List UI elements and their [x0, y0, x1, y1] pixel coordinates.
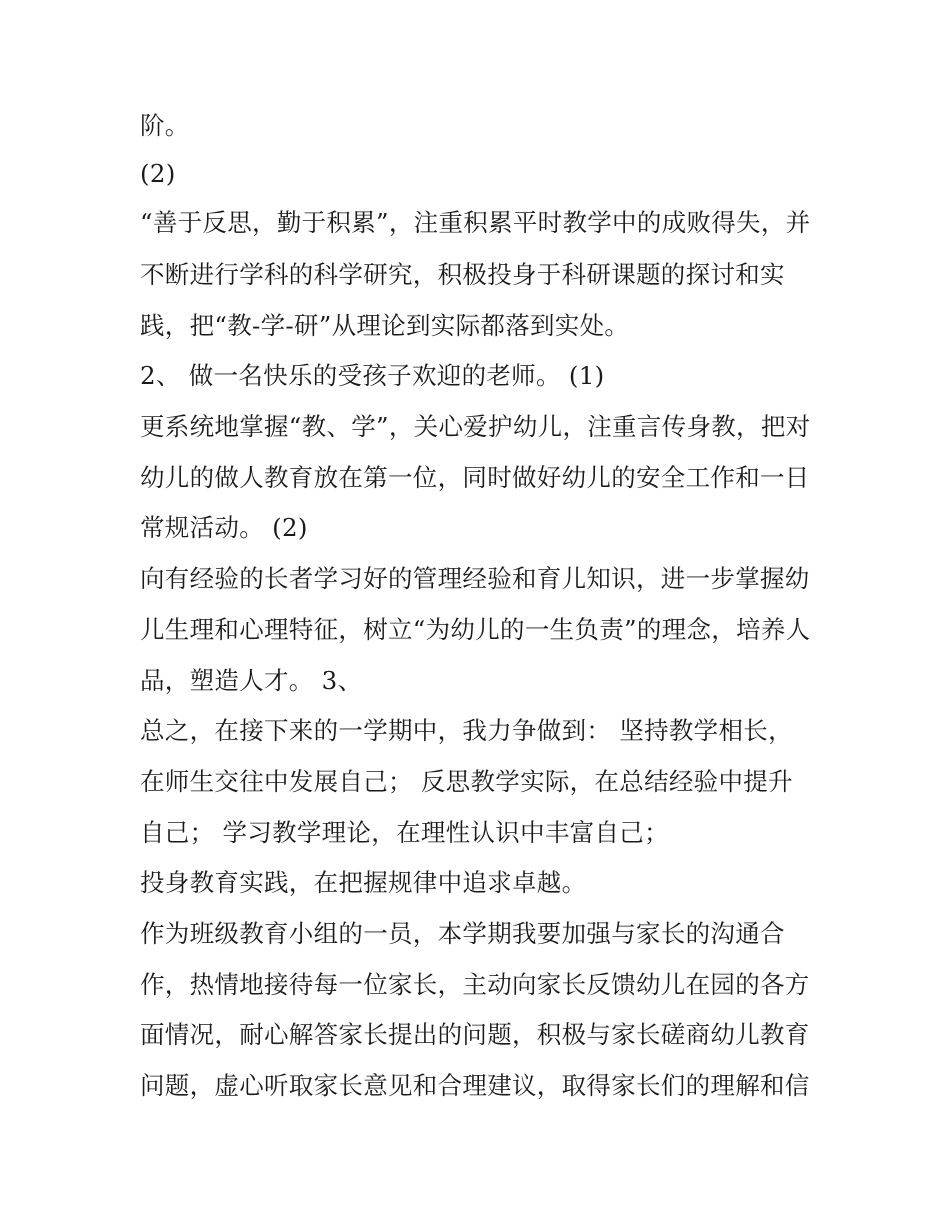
text-line: 阶。 — [140, 111, 190, 140]
text-line: 不断进行学科的科学研究，积极投身于科研课题的探讨和实 — [140, 260, 785, 289]
text-line: 面情况，耐心解答家长提出的问题，积极与家长磋商幼儿教育 — [140, 1020, 810, 1049]
text-line: 儿生理和心理特征，树立“为幼儿的一生负责”的理念，培养人 — [140, 615, 811, 644]
text-line: 2、 做一名快乐的受孩子欢迎的老师。 (1) — [140, 361, 605, 390]
text-line: 品，塑造人才。 3、 — [140, 666, 363, 695]
text-line: (2) — [140, 159, 176, 188]
text-line: 常规活动。 (2) — [140, 513, 308, 542]
text-line: 向有经验的长者学习好的管理经验和育儿知识，进一步掌握幼 — [140, 564, 810, 593]
text-line: 自己； 学习教学理论，在理性认识中丰富自己； — [140, 818, 669, 847]
text-line: 问题，虚心听取家长意见和合理建议，取得家长们的理解和信 — [140, 1071, 810, 1100]
text-line: 践，把“教-学-研”从理论到实际都落到实处。 — [140, 311, 630, 340]
text-line: “善于反思，勤于积累”，注重积累平时教学中的成败得失，并 — [140, 208, 811, 237]
text-line: 在师生交往中发展自己； 反思教学实际，在总结经验中提升 — [140, 767, 793, 796]
text-line: 总之，在接下来的一学期中，我力争做到： 坚持教学相长， — [140, 716, 793, 745]
text-line: 作为班级教育小组的一员，本学期我要加强与家长的沟通合 — [140, 919, 785, 948]
text-line: 作，热情地接待每一位家长，主动向家长反馈幼儿在园的各方 — [140, 970, 810, 999]
text-line: 更系统地掌握“教、学”，关心爱护幼儿，注重言传身教，把对 — [140, 412, 811, 441]
text-line: 幼儿的做人教育放在第一位，同时做好幼儿的安全工作和一日 — [140, 463, 810, 492]
text-line: 投身教育实践，在把握规律中追求卓越。 — [140, 868, 587, 897]
